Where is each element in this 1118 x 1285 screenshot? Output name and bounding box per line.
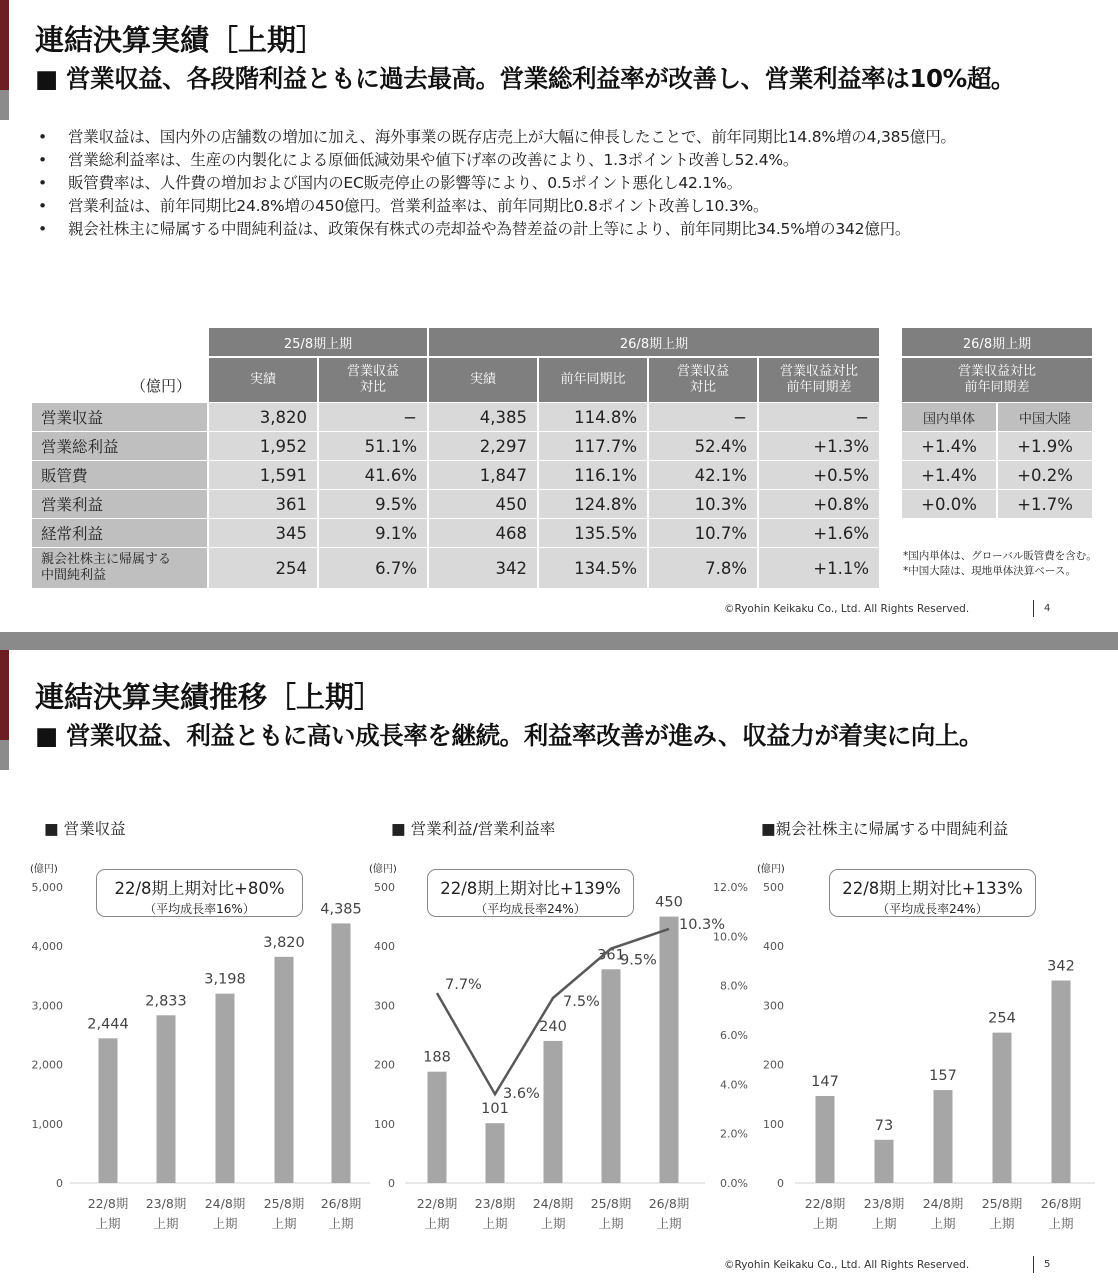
- y-tick-label: 3,000: [31, 999, 63, 1013]
- x-tick-label: 25/8期: [263, 1196, 305, 1211]
- header-group-fy26: 26/8期上期: [428, 328, 879, 357]
- data-label: 157: [929, 1068, 957, 1085]
- table-cell: 468: [428, 519, 538, 548]
- column-header: 営業収益 対比: [318, 357, 428, 403]
- x-tick-label: 上期: [153, 1216, 179, 1231]
- footnote: *国内単体は、グローバル販管費を含む。: [903, 550, 1097, 562]
- table-row: [902, 490, 1092, 519]
- unit-label: （億円）: [130, 377, 191, 395]
- x-tick-label: 上期: [871, 1216, 897, 1231]
- x-tick-label: 26/8期: [648, 1196, 690, 1211]
- page-title: 連結決算実績［上期］: [35, 23, 326, 57]
- line-data-label: 7.5%: [563, 994, 600, 1010]
- y-tick-label: 300: [374, 999, 395, 1013]
- x-tick-label: 24/8期: [532, 1196, 574, 1211]
- y2-tick-label: 4.0%: [720, 1078, 748, 1092]
- table-cell: 9.1%: [318, 519, 428, 548]
- table-row: [32, 432, 879, 461]
- table-row: [902, 461, 1092, 490]
- x-tick-label: 22/8期: [87, 1196, 129, 1211]
- y-tick-label: 100: [374, 1117, 395, 1131]
- row-label: 営業総利益: [32, 432, 208, 461]
- column-header: 実績: [428, 357, 538, 403]
- bullet-item: • 販管費率は、人件費の増加および国内のEC販売停止の影響等により、0.5ポイント悪化し42.1%。: [38, 172, 956, 195]
- callout-sub: （平均成長率24%）: [475, 902, 586, 916]
- chart-net-income: [0, 650, 1118, 1285]
- table-cell: +1.7%: [997, 490, 1092, 519]
- x-tick-label: 上期: [1048, 1216, 1074, 1231]
- table-cell: 135.5%: [538, 519, 648, 548]
- table-cell: +1.9%: [997, 432, 1092, 461]
- y-tick-label: 500: [374, 881, 395, 894]
- accent-bar-gray: [0, 90, 9, 120]
- data-label: 101: [481, 1101, 509, 1118]
- row-label: 経常利益: [32, 519, 208, 548]
- chart-title: ■ 営業利益/営業利益率: [391, 820, 556, 838]
- y-tick-label: 0: [56, 1177, 63, 1190]
- row-label: 営業収益: [32, 403, 208, 432]
- table-cell: 1,591: [208, 461, 318, 490]
- table-cell: 116.1%: [538, 461, 648, 490]
- table-cell: 3,820: [208, 403, 318, 432]
- table-cell: 361: [208, 490, 318, 519]
- x-tick-label: 上期: [482, 1216, 508, 1231]
- page-title: 連結決算実績推移［上期］: [35, 680, 384, 714]
- callout-main: 22/8期上期対比+133%: [842, 879, 1023, 898]
- data-label: 73: [874, 1117, 894, 1134]
- x-tick-label: 上期: [95, 1216, 121, 1231]
- table-cell: 10.3%: [648, 490, 758, 519]
- callout-sub: （平均成長率16%）: [144, 902, 255, 916]
- x-tick-label: 上期: [540, 1216, 566, 1231]
- row-label: 販管費: [32, 461, 208, 490]
- table-row: [902, 432, 1092, 461]
- y-tick-label: 2,000: [31, 1058, 63, 1072]
- table-row: [32, 490, 879, 519]
- x-tick-label: 上期: [656, 1216, 682, 1231]
- x-tick-label: 23/8期: [145, 1196, 187, 1211]
- bar: [816, 1096, 835, 1183]
- table-cell: 6.7%: [318, 548, 428, 589]
- y-tick-label: 400: [374, 940, 395, 954]
- table-cell: 52.4%: [648, 432, 758, 461]
- data-label: 254: [988, 1010, 1016, 1027]
- y2-tick-label: 8.0%: [720, 979, 748, 993]
- line-data-label: 3.6%: [503, 1086, 540, 1103]
- table-cell: +0.8%: [758, 490, 879, 519]
- bullet-item: • 営業収益は、国内外の店舗数の増加に加え、海外事業の既存店売上が大幅に伸長したことで、前年同期比14.8%増の4,385億円。: [38, 126, 956, 149]
- column-header: 国内単体: [902, 403, 997, 432]
- data-label: 2,444: [87, 1016, 129, 1033]
- x-tick-label: 上期: [812, 1216, 838, 1231]
- table-cell: +1.4%: [902, 461, 997, 490]
- accent-bar: [0, 0, 9, 90]
- row-label: 親会社株主に帰属する 中間純利益: [32, 548, 208, 589]
- table-cell: +1.1%: [758, 548, 879, 589]
- y-tick-label: 500: [763, 881, 784, 894]
- y-tick-label: 4,000: [31, 940, 63, 954]
- axis-unit: (億円): [30, 864, 58, 875]
- chart-title: ■ 営業収益: [44, 820, 126, 838]
- callout-main: 22/8期上期対比+80%: [114, 879, 285, 898]
- bullet-item: • 営業利益は、前年同期比24.8%増の450億円。営業利益率は、前年同期比0.8ポイント改善し10.3%。: [38, 195, 956, 218]
- column-header: 中国大陸: [997, 403, 1092, 432]
- data-label: 3,198: [204, 971, 246, 988]
- x-tick-label: 上期: [598, 1216, 624, 1231]
- page-subtitle: ■ 営業収益、利益ともに高い成長率を継続。利益率改善が進み、収益力が着実に向上。: [35, 721, 984, 750]
- x-tick-label: 22/8期: [416, 1196, 458, 1211]
- table-cell: 345: [208, 519, 318, 548]
- x-tick-label: 23/8期: [474, 1196, 516, 1211]
- table-cell: −: [648, 403, 758, 432]
- x-tick-label: 上期: [328, 1216, 354, 1231]
- y2-tick-label: 0.0%: [720, 1177, 748, 1190]
- x-tick-label: 上期: [271, 1216, 297, 1231]
- slide-separator: [0, 632, 1118, 650]
- table-row: [32, 403, 879, 432]
- bullet-list: [38, 126, 956, 241]
- x-tick-label: 26/8期: [320, 1196, 362, 1211]
- line-data-label: 7.7%: [445, 977, 482, 994]
- table-cell: 7.8%: [648, 548, 758, 589]
- table-cell: +1.3%: [758, 432, 879, 461]
- table-cell: 42.1%: [648, 461, 758, 490]
- table-cell: 124.8%: [538, 490, 648, 519]
- x-tick-label: 25/8期: [590, 1196, 632, 1211]
- table-cell: 9.5%: [318, 490, 428, 519]
- y-tick-label: 5,000: [31, 881, 63, 894]
- table-cell: 1,847: [428, 461, 538, 490]
- table-cell: 51.1%: [318, 432, 428, 461]
- x-tick-label: 26/8期: [1040, 1196, 1082, 1211]
- copyright: ©Ryohin Keikaku Co., Ltd. All Rights Reserved.: [724, 603, 970, 615]
- page-divider: [1033, 600, 1034, 617]
- copyright: ©Ryohin Keikaku Co., Ltd. All Rights Reserved.: [724, 1259, 970, 1271]
- y-tick-label: 100: [763, 1117, 784, 1131]
- table-cell: −: [758, 403, 879, 432]
- table-cell: +0.5%: [758, 461, 879, 490]
- header-group-fy25: 25/8期上期: [208, 328, 428, 357]
- slide-consolidated-results: [0, 0, 1118, 632]
- x-tick-label: 25/8期: [981, 1196, 1023, 1211]
- bar: [993, 1033, 1012, 1183]
- y2-tick-label: 12.0%: [713, 881, 748, 894]
- data-label: 342: [1047, 958, 1075, 975]
- table-cell: 41.6%: [318, 461, 428, 490]
- x-tick-label: 23/8期: [863, 1196, 905, 1211]
- column-header: 営業収益対比 前年同期差: [902, 357, 1092, 403]
- segment-table: [902, 328, 1092, 518]
- data-label: 240: [539, 1018, 567, 1035]
- y2-tick-label: 2.0%: [720, 1127, 748, 1141]
- column-header: 営業収益対比 前年同期差: [758, 357, 879, 403]
- line-data-label: 9.5%: [620, 952, 657, 969]
- table-cell: 114.8%: [538, 403, 648, 432]
- line-data-label: 10.3%: [679, 916, 726, 933]
- y-tick-label: 200: [374, 1058, 395, 1072]
- x-tick-label: 上期: [424, 1216, 450, 1231]
- table-cell: +0.2%: [997, 461, 1092, 490]
- bullet-item: • 営業総利益率は、生産の内製化による原価低減効果や値下げ率の改善により、1.3ポイント改善し52.4%。: [38, 149, 956, 172]
- x-tick-label: 24/8期: [922, 1196, 964, 1211]
- bar: [934, 1090, 953, 1183]
- data-label: 2,833: [145, 993, 187, 1010]
- footnotes: [903, 549, 1097, 579]
- column-header: 前年同期比: [538, 357, 648, 403]
- callout-sub: （平均成長率24%）: [877, 902, 988, 916]
- data-label: 3,820: [263, 934, 305, 951]
- y-tick-label: 400: [763, 940, 784, 954]
- bar: [1052, 981, 1071, 1183]
- y2-tick-label: 6.0%: [720, 1029, 748, 1042]
- row-label: 営業利益: [32, 490, 208, 519]
- table-cell: +0.0%: [902, 490, 997, 519]
- y-tick-label: 1,000: [31, 1117, 63, 1131]
- table-cell: −: [318, 403, 428, 432]
- header-group: 26/8期上期: [902, 328, 1092, 357]
- data-label: 450: [655, 894, 683, 911]
- table-cell: 342: [428, 548, 538, 589]
- x-tick-label: 上期: [930, 1216, 956, 1231]
- data-label: 147: [811, 1073, 839, 1090]
- x-tick-label: 24/8期: [204, 1196, 246, 1211]
- data-label: 188: [423, 1049, 451, 1066]
- bullet-item: • 親会社株主に帰属する中間純利益は、政策保有株式の売却益や為替差益の計上等により、前年同期比34.5%増の342億円。: [38, 218, 956, 241]
- data-label: 4,385: [320, 901, 362, 918]
- table-cell: 450: [428, 490, 538, 519]
- callout-main: 22/8期上期対比+139%: [440, 879, 621, 898]
- table-row: [32, 548, 879, 589]
- axis-unit: (億円): [369, 864, 397, 875]
- table-cell: 2,297: [428, 432, 538, 461]
- table-cell: +1.6%: [758, 519, 879, 548]
- table-cell: +1.4%: [902, 432, 997, 461]
- y-tick-label: 300: [763, 999, 784, 1013]
- page-divider: [1033, 1256, 1034, 1273]
- x-tick-label: 上期: [212, 1216, 238, 1231]
- page-number: 4: [1044, 603, 1051, 614]
- growth-callout: [829, 869, 1036, 917]
- table-row: [32, 461, 879, 490]
- y-tick-label: 0: [777, 1177, 784, 1190]
- x-tick-label: 上期: [989, 1216, 1015, 1231]
- results-table: [32, 328, 879, 588]
- table-cell: 254: [208, 548, 318, 589]
- y-tick-label: 0: [388, 1177, 395, 1190]
- footnote: *中国大陸は、現地単体決算ベース。: [903, 565, 1077, 577]
- chart-title: ■親会社株主に帰属する中間純利益: [761, 820, 1009, 838]
- table-cell: 1,952: [208, 432, 318, 461]
- x-tick-label: 22/8期: [804, 1196, 846, 1211]
- column-header: 営業収益 対比: [648, 357, 758, 403]
- slide-results-trend: [0, 650, 1118, 1285]
- y2-tick-label: 10.0%: [713, 930, 748, 944]
- table-cell: 134.5%: [538, 548, 648, 589]
- table-cell: 4,385: [428, 403, 538, 432]
- page-subtitle: ■ 営業収益、各段階利益ともに過去最高。営業総利益率が改善し、営業利益率は10%超。: [35, 64, 1016, 93]
- data-label: 361: [597, 947, 625, 964]
- page-number: 5: [1044, 1259, 1051, 1270]
- bar: [875, 1140, 894, 1183]
- axis-unit: (億円): [757, 864, 785, 875]
- table-cell: 117.7%: [538, 432, 648, 461]
- table-cell: 10.7%: [648, 519, 758, 548]
- column-header: 実績: [208, 357, 318, 403]
- table-row: [32, 519, 879, 548]
- y-tick-label: 200: [763, 1058, 784, 1072]
